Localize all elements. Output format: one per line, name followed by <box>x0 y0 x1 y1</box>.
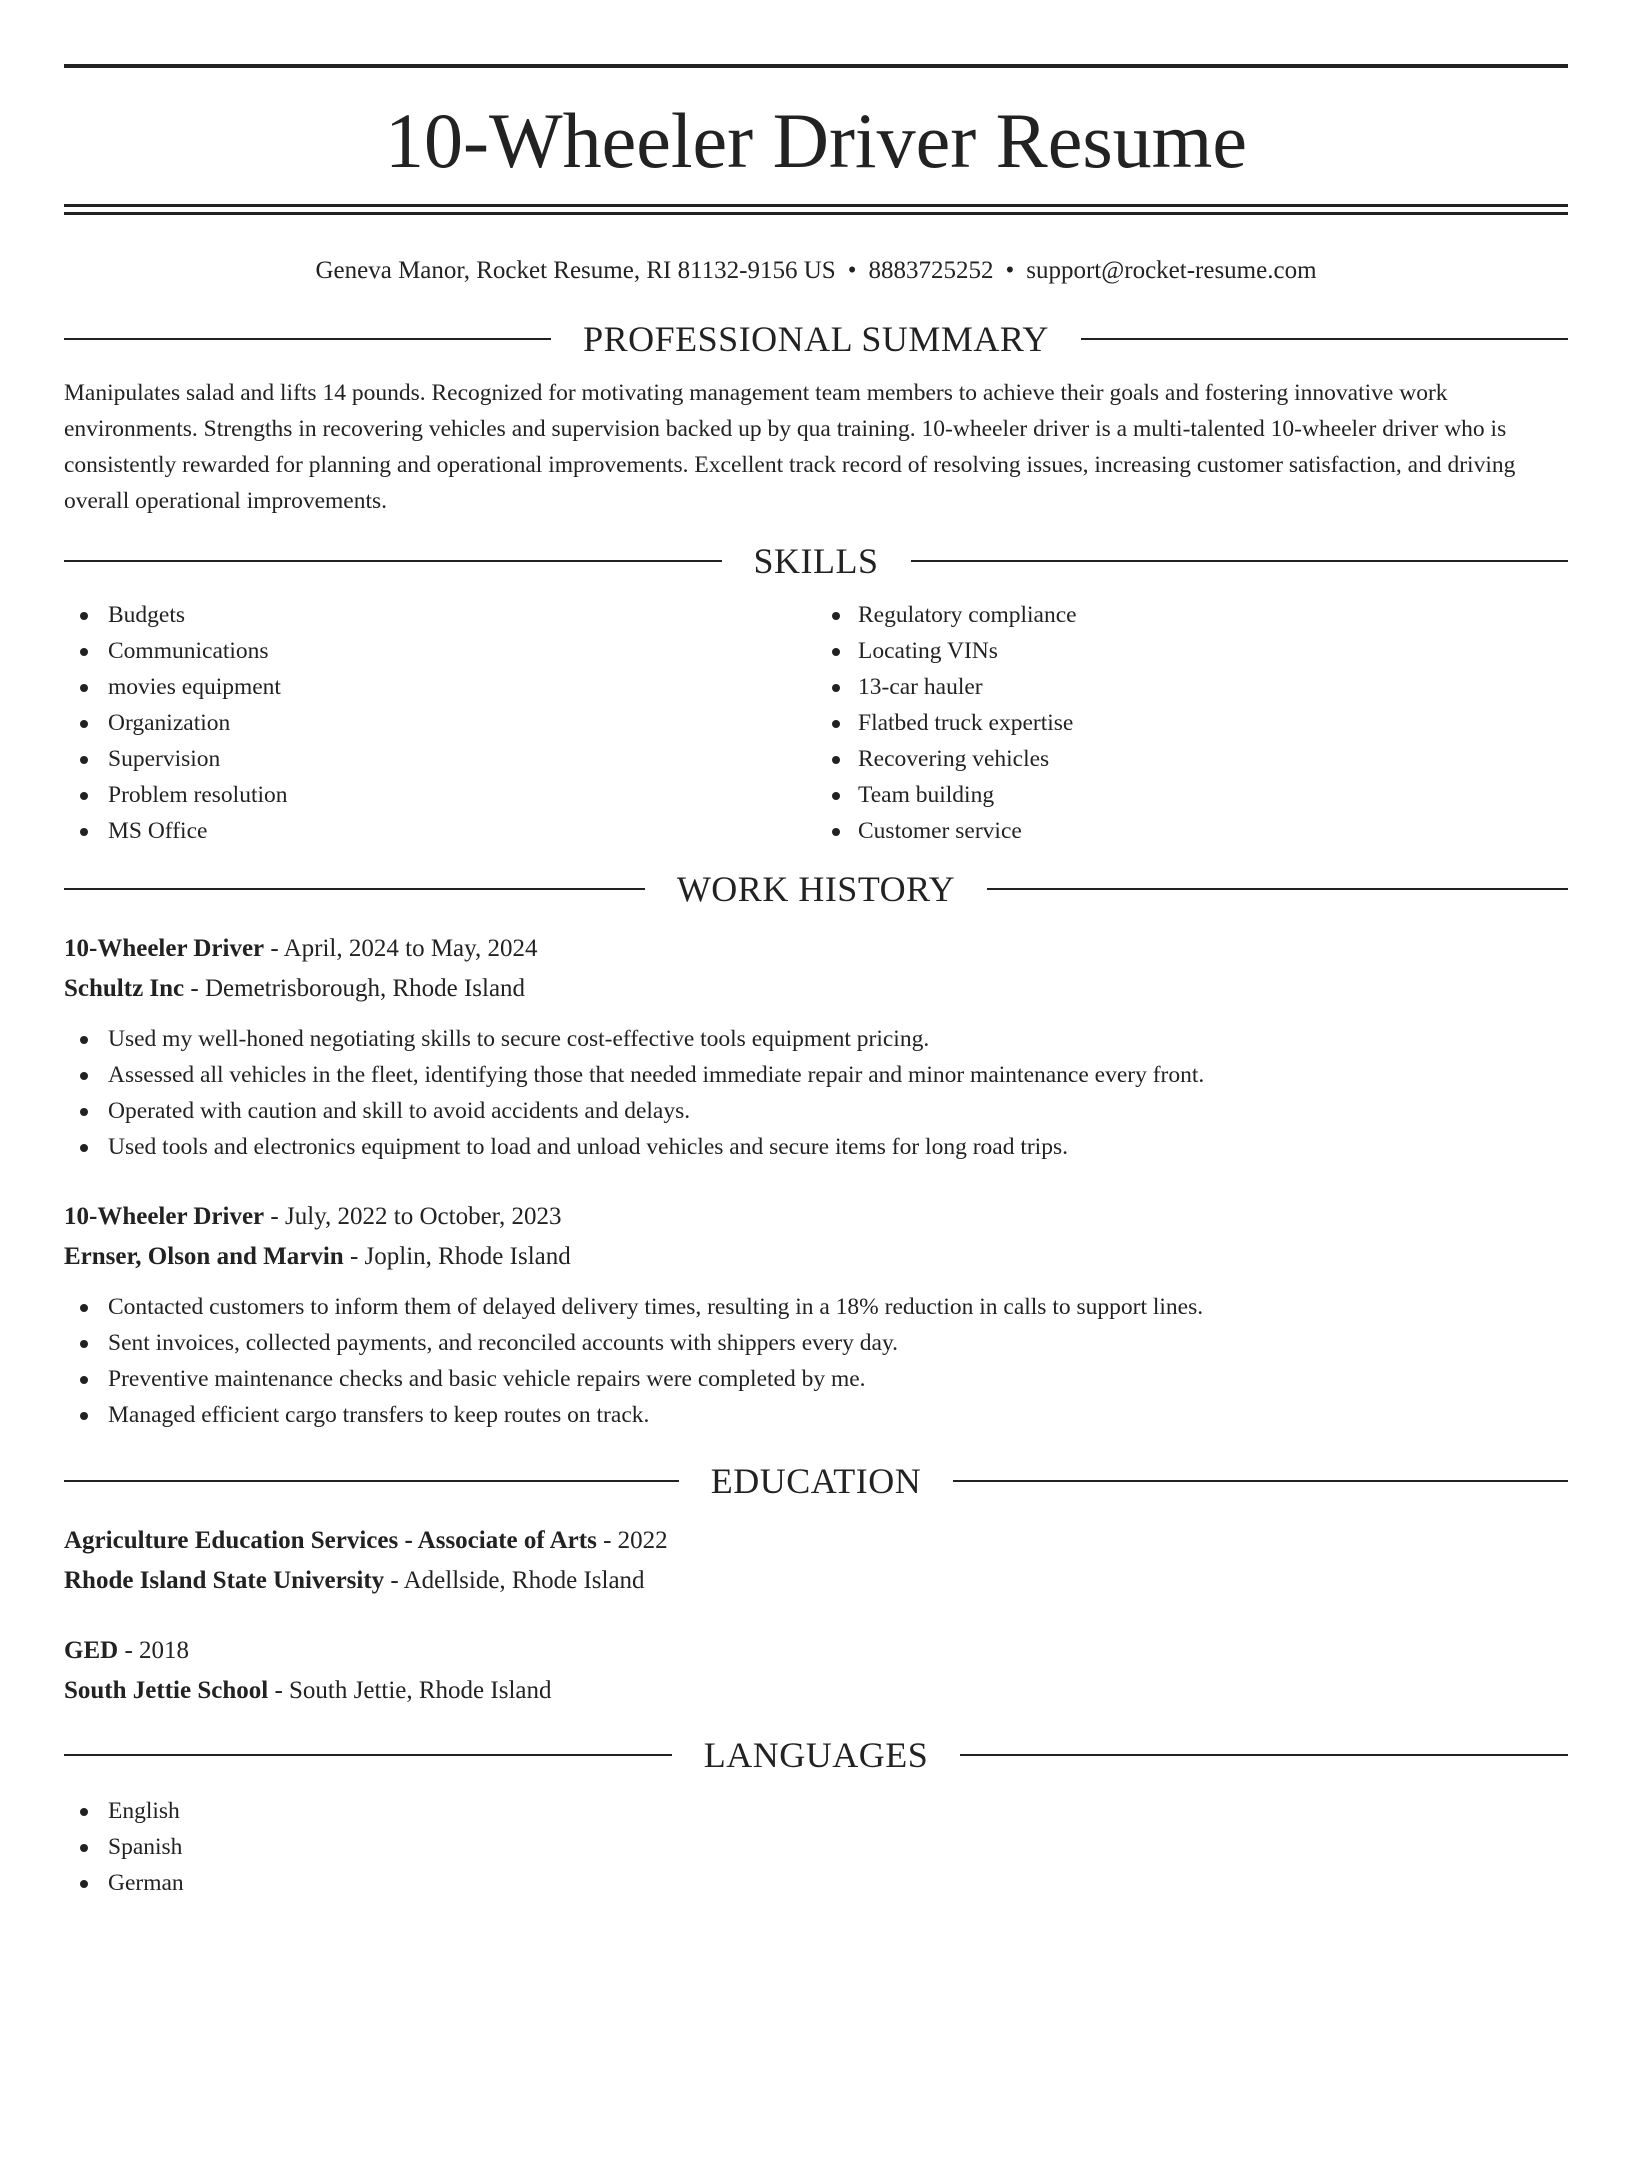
education-school: Rhode Island State University <box>64 1567 385 1594</box>
job-bullet: Assessed all vehicles in the fleet, identifying those that needed immediate repair and minor maintenance every front. <box>64 1057 1568 1093</box>
skill-item: Locating VINs <box>816 633 1568 669</box>
heading-rule <box>64 560 722 562</box>
job-entry <box>64 1197 1568 1433</box>
job-company-line <box>64 1237 1568 1277</box>
skill-item: Recovering vehicles <box>816 741 1568 777</box>
skill-item: Team building <box>816 777 1568 813</box>
education-degree: GED <box>64 1637 119 1664</box>
job-dates: - April, 2024 to May, 2024 <box>264 935 538 962</box>
education-degree-line <box>64 1631 1568 1671</box>
language-item: English <box>64 1793 1568 1829</box>
language-item: German <box>64 1865 1568 1901</box>
education-year: - 2022 <box>596 1527 668 1554</box>
skill-item: 13-car hauler <box>816 669 1568 705</box>
skill-item: Flatbed truck expertise <box>816 705 1568 741</box>
job-bullet: Managed efficient cargo transfers to keep routes on track. <box>64 1397 1568 1433</box>
skill-item: movies equipment <box>64 669 816 705</box>
resume-title: 10-Wheeler Driver Resume <box>385 97 1247 184</box>
education-location: - South Jettie, Rhode Island <box>268 1677 552 1704</box>
section-title: LANGUAGES <box>703 1735 929 1775</box>
section-heading-summary <box>64 317 1568 361</box>
job-title: 10-Wheeler Driver <box>64 935 265 962</box>
heading-rule <box>64 1754 672 1756</box>
section-heading-education <box>64 1459 1568 1503</box>
skill-item: Supervision <box>64 741 816 777</box>
job-bullet: Operated with caution and skill to avoid accidents and delays. <box>64 1093 1568 1129</box>
skills-list <box>64 597 1568 849</box>
education-school-line <box>64 1561 1568 1601</box>
contact-phone: 8883725252 <box>868 257 994 284</box>
skill-item: Customer service <box>816 813 1568 849</box>
section-title: WORK HISTORY <box>676 869 956 909</box>
job-bullet: Contacted customers to inform them of delayed delivery times, resulting in a 18% reduction in calls to support lines. <box>64 1289 1568 1325</box>
resume-page <box>0 64 1632 2176</box>
skill-item: Problem resolution <box>64 777 816 813</box>
contact-email: support@rocket-resume.com <box>1026 257 1317 284</box>
top-rule <box>64 64 1568 68</box>
heading-rule <box>987 888 1568 890</box>
heading-rule <box>64 338 551 340</box>
job-title-line <box>64 929 1568 969</box>
contact-separator: • <box>1005 257 1015 284</box>
skill-item: Budgets <box>64 597 816 633</box>
skill-item: Regulatory compliance <box>816 597 1568 633</box>
heading-rule <box>64 888 645 890</box>
heading-rule <box>64 1480 679 1482</box>
job-bullet: Sent invoices, collected payments, and reconciled accounts with shippers every day. <box>64 1325 1568 1361</box>
skill-item: Communications <box>64 633 816 669</box>
contact-separator: • <box>847 257 857 284</box>
languages-list <box>64 1793 1568 1901</box>
section-title: EDUCATION <box>710 1461 922 1501</box>
skills-column-left <box>64 597 816 849</box>
section-heading-languages <box>64 1733 1568 1777</box>
job-title: 10-Wheeler Driver <box>64 1203 265 1230</box>
education-school-line <box>64 1671 1568 1711</box>
education-year: - 2018 <box>118 1637 190 1664</box>
job-company-line <box>64 969 1568 1009</box>
heading-rule <box>953 1480 1568 1482</box>
heading-rule <box>911 560 1569 562</box>
contact-address: Geneva Manor, Rocket Resume, RI 81132-9156 US <box>315 257 836 284</box>
job-bullet: Used my well-honed negotiating skills to secure cost-effective tools equipment pricing. <box>64 1021 1568 1057</box>
job-dates: - July, 2022 to October, 2023 <box>264 1203 562 1230</box>
education-degree: Agriculture Education Services - Associate of Arts <box>64 1527 597 1554</box>
job-company: Schultz Inc <box>64 975 185 1002</box>
job-entry <box>64 929 1568 1165</box>
job-title-line <box>64 1197 1568 1237</box>
skill-item: Organization <box>64 705 816 741</box>
skill-item: MS Office <box>64 813 816 849</box>
summary-text: Manipulates salad and lifts 14 pounds. Recognized for motivating management team members to achieve their goals and fostering innovative work environments. Strengths in recovering vehicles and supervision backed up by qua training. 10-wheeler driver is a multi-talented 10-wheeler driver who is consistently rewarded for planning and operational improvements. Excellent track record of resolving issues, increasing customer satisfaction, and driving overall operational improvements. <box>64 380 1516 514</box>
education-school: South Jettie School <box>64 1677 269 1704</box>
heading-rule <box>960 1754 1568 1756</box>
job-bullets <box>64 1021 1568 1165</box>
education-entry <box>64 1521 1568 1601</box>
title-double-rule <box>64 204 1568 215</box>
job-location: - Demetrisborough, Rhode Island <box>184 975 526 1002</box>
job-bullet: Used tools and electronics equipment to load and unload vehicles and secure items for long road trips. <box>64 1129 1568 1165</box>
education-degree-line <box>64 1521 1568 1561</box>
job-bullets <box>64 1289 1568 1433</box>
education-entry <box>64 1631 1568 1711</box>
education-location: - Adellside, Rhode Island <box>384 1567 645 1594</box>
skills-column-right <box>816 597 1568 849</box>
section-title: SKILLS <box>753 541 879 581</box>
job-company: Ernser, Olson and Marvin <box>64 1243 344 1270</box>
language-item: Spanish <box>64 1829 1568 1865</box>
contact-info <box>64 251 1568 291</box>
job-location: - Joplin, Rhode Island <box>343 1243 571 1270</box>
section-heading-work-history <box>64 867 1568 911</box>
section-heading-skills <box>64 539 1568 583</box>
heading-rule <box>1081 338 1568 340</box>
section-title: PROFESSIONAL SUMMARY <box>583 319 1049 359</box>
job-bullet: Preventive maintenance checks and basic vehicle repairs were completed by me. <box>64 1361 1568 1397</box>
